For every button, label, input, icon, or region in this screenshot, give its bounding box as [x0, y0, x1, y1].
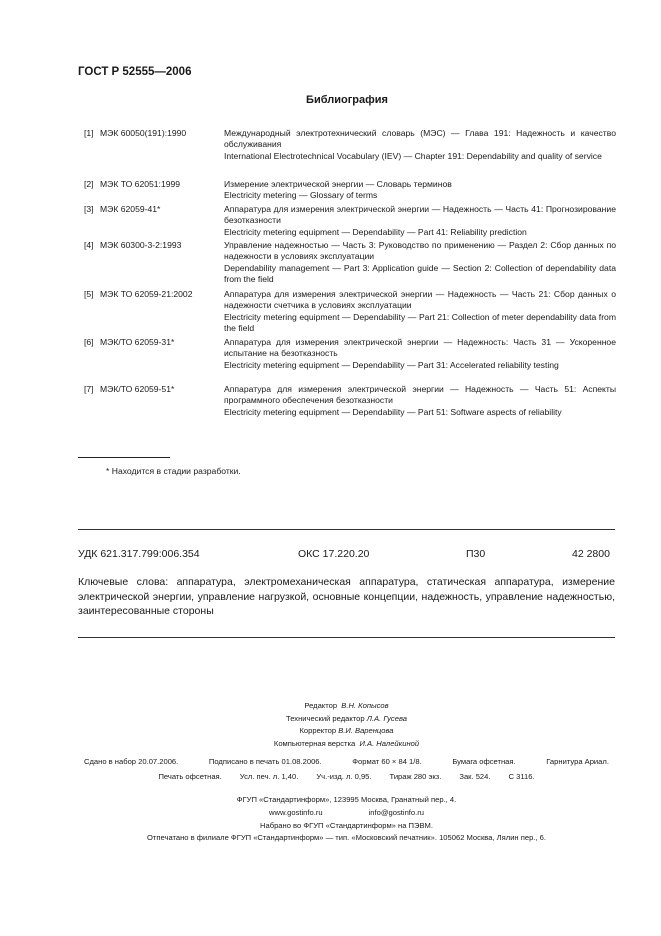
print-field: Тираж 280 экз. — [389, 772, 442, 781]
entry-title-ru: Аппаратура для измерения электрической энергии — Надежность — Часть 41: Прогнозирование безотказности — [224, 204, 616, 226]
staff-role: Редактор — [304, 701, 338, 710]
bibliography-entry — [84, 128, 616, 162]
footnote-separator — [78, 457, 170, 458]
p-code: П30 — [466, 548, 486, 560]
print-field: Формат 60 × 84 1/8. — [352, 757, 422, 766]
publisher-email[interactable]: info@gostinfo.ru — [368, 807, 425, 817]
oks-code: ОКС 17.220.20 — [298, 548, 370, 560]
print-field: Бумага офсетная. — [452, 757, 516, 766]
staff-credits — [78, 700, 615, 750]
top-rule — [78, 529, 615, 530]
print-field: С 3116. — [508, 772, 535, 781]
staff-role: Компьютерная верстка — [273, 738, 356, 748]
entry-number: [3] — [84, 204, 94, 214]
entry-title-en: Electricity metering equipment — Dependability — Part 31: Accelerated reliability testing — [224, 359, 559, 370]
publisher-website[interactable]: www.gostinfo.ru — [268, 807, 323, 817]
keywords: Ключевые слова: аппаратура, электромеханическая аппаратура, статическая аппаратура, измерение электрической энергии, управление нагрузкой, основные концепции, надежность, управление надежностью, заинтересованные стороны — [78, 576, 615, 617]
entry-number: [5] — [84, 289, 94, 299]
udk-code: УДК 621.317.799:006.354 — [78, 548, 200, 560]
print-info-row — [84, 769, 609, 784]
staff-line — [78, 700, 615, 713]
entry-number: [6] — [84, 337, 94, 347]
printed-note: Отпечатано в филиале ФГУП «Стандартинформ» — тип. «Московский печатник». 105062 Москва, Лялин пер., 6. — [147, 833, 546, 843]
print-field: Печать офсетная. — [158, 772, 222, 781]
entry-code: МЭК ТО 62059-21:2002 — [100, 289, 193, 299]
print-info-row — [84, 754, 609, 769]
entry-title-en: Dependability management — Part 3: Application guide — Section 2: Collection of dependability data from the field — [224, 262, 616, 285]
entry-code: МЭК 62059-41* — [100, 204, 161, 214]
bibliography-entry — [84, 289, 616, 335]
entry-code: МЭК 60300-3-2:1993 — [100, 240, 182, 250]
entry-title-ru: Аппаратура для измерения электрической энергии — Надежность: Часть 31 — Ускоренное испытание на безотказность — [224, 337, 616, 359]
entry-title-en: Electricity metering equipment — Dependability — Part 51: Software aspects of reliability — [224, 406, 562, 417]
typeset-note: Набрано во ФГУП «Стандартинформ» на ПЭВМ. — [260, 820, 433, 830]
staff-name: В.Н. Копысов — [341, 701, 389, 710]
print-field: Усл. печ. л. 1,40. — [239, 772, 299, 781]
staff-name: И.А. Налейкиной — [359, 738, 420, 748]
bibliography-entry — [84, 337, 616, 371]
staff-name: В.И. Варенцова — [338, 726, 394, 736]
entry-title-ru: Управление надежностью — Часть 3: Руководство по применению — Раздел 2: Сбор данных по надежности в условиях эксплуатации — [224, 240, 616, 262]
entry-number: [4] — [84, 240, 94, 250]
publisher-info — [78, 794, 615, 845]
bibliography-entry — [84, 240, 616, 286]
entry-title-en: Electricity metering — Glossary of terms — [224, 190, 378, 201]
publisher-contacts — [78, 807, 615, 820]
entry-number: [2] — [84, 179, 94, 189]
publisher-address: ФГУП «Стандартинформ», 123995 Москва, Гранатный пер., 4. — [236, 795, 457, 804]
entry-number: [7] — [84, 384, 94, 394]
entry-title-en: Electricity metering equipment — Dependability — Part 21: Collection of meter dependability data from the field — [224, 311, 616, 334]
entry-title-ru: Измерение электрической энергии — Словарь терминов — [224, 179, 452, 189]
staff-role: Корректор — [299, 726, 337, 736]
footnote: * Находится в стадии разработки. — [106, 466, 241, 476]
print-info — [84, 754, 609, 784]
staff-line — [78, 725, 615, 738]
entry-title-ru: Аппаратура для измерения электрической энергии — Надежность — Часть 21: Сбор данных о надежности счетчика в условиях эксплуатации — [224, 289, 616, 311]
staff-role: Технический редактор — [286, 713, 365, 723]
okp-code: 42 2800 — [572, 548, 610, 560]
entry-title-ru: Аппаратура для измерения электрической энергии — Надежность — Часть 51: Аспекты программного обеспечения безотказности — [224, 384, 616, 406]
print-field: Подписано в печать 01.08.2006. — [208, 757, 322, 766]
bibliography-title: Библиография — [306, 94, 388, 106]
bibliography-entry — [84, 204, 616, 238]
bibliography-entry — [84, 179, 616, 202]
entry-title-en: Electricity metering equipment — Dependability — Part 41: Reliability prediction — [224, 226, 527, 237]
print-field: Сдано в набор 20.07.2006. — [84, 757, 179, 766]
entry-title-ru: Международный электротехнический словарь (МЭС) — Глава 191: Надежность и качество обслуживания — [224, 128, 616, 150]
entry-code: МЭК/ТО 62059-31* — [100, 337, 175, 347]
document-header: ГОСТ Р 52555—2006 — [78, 66, 192, 78]
entry-code: МЭК/ТО 62059-51* — [100, 384, 175, 394]
staff-name: Л.А. Гусева — [366, 713, 407, 723]
print-field: Уч.-изд. л. 0,95. — [316, 772, 372, 781]
entry-number: [1] — [84, 128, 94, 138]
print-field: Зак. 524. — [459, 772, 491, 781]
print-field: Гарнитура Ариал. — [546, 757, 609, 766]
staff-line — [78, 713, 615, 726]
bottom-rule — [78, 637, 615, 638]
entry-code: МЭК 60050(191):1990 — [100, 128, 187, 138]
staff-line — [78, 738, 615, 751]
entry-title-en: International Electrotechnical Vocabulary (IEV) — Chapter 191: Dependability and quality of service — [224, 150, 602, 161]
bibliography-entry — [84, 384, 616, 418]
entry-code: МЭК ТО 62051:1999 — [100, 179, 181, 189]
